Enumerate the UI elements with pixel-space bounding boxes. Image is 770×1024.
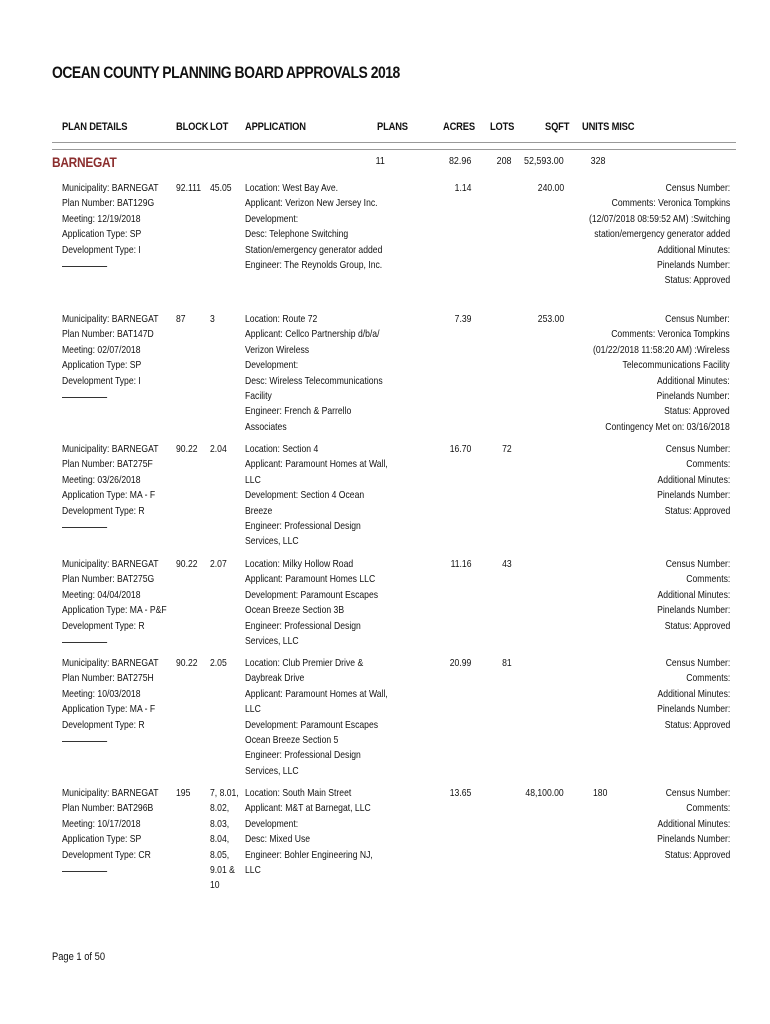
- plan-details-line: Municipality: BARNEGAT: [62, 558, 159, 570]
- block-value-line: 195: [176, 787, 191, 799]
- municipality-sqft-total: 52,593.00: [524, 155, 564, 167]
- misc-details-line: Comments:: [685, 458, 730, 471]
- lot-value-line: 3: [210, 313, 215, 325]
- application-details-line: Applicant: Paramount Homes at Wall,: [245, 687, 388, 700]
- application-details: [245, 181, 382, 273]
- misc-details-line: Telecommunications Facility: [622, 359, 730, 372]
- misc-details-line: Census Number:: [665, 558, 730, 570]
- plan-details-line: Plan Number: BAT275F: [62, 458, 153, 471]
- misc-details: [657, 557, 730, 634]
- lot-value-line: 2.07: [210, 558, 227, 570]
- plan-details: [62, 786, 158, 872]
- plan-details-line: Application Type: SP: [62, 833, 142, 846]
- misc-details-line: Census Number:: [665, 787, 730, 799]
- municipality-acres-total: 82.96: [448, 155, 471, 167]
- misc-details-line: Pinelands Number:: [656, 390, 730, 403]
- misc-details-line: Additional Minutes:: [657, 687, 730, 700]
- plan-details-line: Application Type: SP: [62, 228, 142, 241]
- misc-details-line: Pinelands Number:: [656, 259, 730, 272]
- lot-value-line: 10: [210, 879, 220, 892]
- municipality-name: BARNEGAT: [52, 154, 117, 170]
- misc-details-line: Status: Approved: [664, 848, 730, 861]
- application-details-line: Engineer: The Reynolds Group, Inc.: [245, 259, 383, 272]
- header-block: BLOCK: [176, 121, 209, 133]
- lots-value: 81: [502, 657, 512, 669]
- lot-value-line: 2.04: [210, 443, 227, 455]
- lot-value-line: 7, 8.01,: [210, 787, 239, 799]
- application-details-line: Applicant: Paramount Homes at Wall,: [245, 458, 388, 471]
- sqft-value: 240.00: [537, 182, 564, 194]
- misc-details-line: station/emergency generator added: [594, 228, 730, 241]
- misc-details-line: Census Number:: [665, 443, 730, 455]
- application-details-line: Applicant: Paramount Homes LLC: [245, 573, 376, 586]
- misc-details-line: Pinelands Number:: [656, 489, 730, 502]
- misc-details-line: Pinelands Number:: [656, 703, 730, 716]
- block-value-line: 90.22: [176, 558, 198, 570]
- misc-details-line: Census Number:: [665, 313, 730, 325]
- application-details-line: Engineer: Bohler Engineering NJ,: [245, 848, 373, 861]
- header-rule-top: [52, 142, 736, 143]
- lot-value-line: 2.05: [210, 657, 227, 669]
- lot-value: [210, 557, 227, 572]
- application-details-line: Desc: Wireless Telecommunications: [245, 374, 383, 387]
- acres-value: 20.99: [449, 657, 471, 669]
- misc-details-line: Additional Minutes:: [657, 374, 730, 387]
- plan-details-line: Application Type: MA - P&F: [62, 604, 167, 617]
- record-separator-line: [62, 389, 107, 398]
- header-plans: PLANS: [377, 121, 408, 133]
- application-details-line: Development: Paramount Escapes: [245, 588, 379, 601]
- application-details-line: Development:: [245, 212, 299, 225]
- misc-details-line: Comments: Veronica Tompkins: [611, 328, 730, 341]
- misc-details-line: Additional Minutes:: [657, 588, 730, 601]
- record-separator-line: [62, 258, 107, 267]
- report-title: OCEAN COUNTY PLANNING BOARD APPROVALS 2018: [52, 63, 400, 82]
- plan-details-line: Development Type: R: [62, 619, 145, 632]
- acres-value: 7.39: [454, 313, 471, 325]
- lots-value: 43: [502, 558, 512, 570]
- misc-details-line: Comments:: [685, 802, 730, 815]
- lot-value-line: 45.05: [210, 182, 232, 194]
- application-details-line: LLC: [245, 864, 261, 877]
- misc-details-line: (12/07/2018 08:59:52 AM) :Switching: [588, 212, 730, 225]
- acres-value: 1.14: [454, 182, 471, 194]
- misc-details-line: (01/22/2018 11:58:20 AM) :Wireless: [593, 343, 730, 356]
- plan-details-line: Meeting: 10/03/2018: [62, 687, 141, 700]
- application-details-line: Desc: Telephone Switching: [245, 228, 349, 241]
- block-value: [176, 312, 186, 327]
- lot-value-line: 8.03,: [210, 817, 230, 830]
- plan-details-line: Development Type: I: [62, 243, 141, 256]
- misc-details-line: Status: Approved: [664, 718, 730, 731]
- plan-details-line: Municipality: BARNEGAT: [62, 313, 159, 325]
- application-details-line: Ocean Breeze Section 5: [245, 734, 339, 747]
- acres-value: 11.16: [450, 558, 471, 570]
- misc-details-line: Pinelands Number:: [656, 604, 730, 617]
- plan-details-line: Application Type: MA - F: [62, 489, 156, 502]
- block-value-line: 92.111: [176, 182, 202, 194]
- application-details-line: LLC: [245, 703, 261, 716]
- units-value: 180: [593, 787, 608, 799]
- misc-details-line: Census Number:: [665, 657, 730, 669]
- misc-details: [657, 786, 730, 863]
- application-details-line: Development: Paramount Escapes: [245, 718, 379, 731]
- application-details-line: Engineer: Professional Design: [245, 619, 361, 632]
- plan-details-line: Development Type: R: [62, 718, 145, 731]
- misc-details-line: Comments:: [685, 672, 730, 685]
- plan-details-line: Plan Number: BAT147D: [62, 328, 154, 341]
- application-details-line: Location: Milky Hollow Road: [245, 558, 354, 570]
- plan-details-line: Municipality: BARNEGAT: [62, 443, 159, 455]
- acres-value: 16.70: [449, 443, 471, 455]
- record-separator-line: [62, 519, 107, 528]
- lot-value-line: 8.05,: [210, 848, 230, 861]
- application-details-line: Location: Club Premier Drive &: [245, 657, 364, 669]
- block-value-line: 87: [176, 313, 186, 325]
- lot-value: [210, 181, 232, 196]
- plan-details: [62, 442, 158, 528]
- plan-details-line: Development Type: CR: [62, 848, 151, 861]
- page-number: Page 1 of 50: [52, 951, 106, 963]
- application-details-line: Applicant: Cellco Partnership d/b/a/: [245, 328, 380, 341]
- plan-details: [62, 312, 158, 398]
- lot-value: [210, 656, 227, 671]
- header-plan-details: PLAN DETAILS: [62, 121, 128, 133]
- application-details-line: Location: South Main Street: [245, 787, 352, 799]
- misc-details: [593, 312, 730, 435]
- misc-details-line: Status: Approved: [664, 405, 730, 418]
- application-details: [245, 557, 378, 649]
- plan-details-line: Meeting: 04/04/2018: [62, 588, 141, 601]
- misc-details-line: Additional Minutes:: [657, 817, 730, 830]
- application-details-line: Facility: [245, 390, 272, 403]
- block-value: [176, 557, 198, 572]
- application-details: [245, 656, 388, 779]
- application-details-line: Associates: [245, 420, 287, 433]
- plan-details: [62, 656, 158, 742]
- plan-details-line: Meeting: 03/26/2018: [62, 473, 141, 486]
- record-separator-line: [62, 733, 107, 742]
- application-details-line: Location: West Bay Ave.: [245, 182, 339, 194]
- misc-details-line: Contingency Met on: 03/16/2018: [605, 420, 730, 433]
- application-details-line: Engineer: French & Parrello: [245, 405, 352, 418]
- header-lot: LOT: [210, 121, 229, 133]
- application-details-line: Engineer: Professional Design: [245, 520, 361, 533]
- misc-details-line: Additional Minutes:: [657, 473, 730, 486]
- application-details-line: Applicant: M&T at Barnegat, LLC: [245, 802, 371, 815]
- plan-details-line: Meeting: 12/19/2018: [62, 212, 141, 225]
- block-value: [176, 786, 190, 801]
- misc-details: [589, 181, 730, 289]
- municipality-units-total: 328: [591, 155, 606, 167]
- plan-details-line: Meeting: 02/07/2018: [62, 343, 141, 356]
- application-details-line: Development: Section 4 Ocean: [245, 489, 365, 502]
- misc-details: [657, 442, 730, 519]
- misc-details-line: Pinelands Number:: [656, 833, 730, 846]
- application-details-line: Services, LLC: [245, 635, 299, 648]
- block-value: [176, 656, 198, 671]
- misc-details-line: Additional Minutes:: [657, 243, 730, 256]
- misc-details-line: Status: Approved: [664, 504, 730, 517]
- application-details-line: Location: Route 72: [245, 313, 318, 325]
- plan-details: [62, 557, 167, 643]
- lot-value: [210, 442, 227, 457]
- plan-details-line: Development Type: R: [62, 504, 145, 517]
- header-rule-bottom: [52, 149, 736, 150]
- sqft-value: 253.00: [537, 313, 564, 325]
- plan-details: [62, 181, 158, 267]
- misc-details-line: Status: Approved: [664, 619, 730, 632]
- lot-value: [210, 786, 239, 894]
- record-separator-line: [62, 863, 107, 872]
- application-details: [245, 442, 388, 550]
- plan-details-line: Municipality: BARNEGAT: [62, 657, 159, 669]
- application-details-line: Desc: Mixed Use: [245, 833, 311, 846]
- application-details-line: Breeze: [245, 504, 273, 517]
- plan-details-line: Plan Number: BAT296B: [62, 802, 154, 815]
- plan-details-line: Municipality: BARNEGAT: [62, 182, 159, 194]
- municipality-lots-total: 208: [497, 155, 512, 167]
- misc-details-line: Comments: Veronica Tompkins: [611, 197, 730, 210]
- municipality-plans-total: 11: [375, 155, 385, 167]
- plan-details-line: Application Type: SP: [62, 359, 142, 372]
- record-separator-line: [62, 634, 107, 643]
- header-acres: ACRES: [443, 121, 475, 133]
- misc-details-line: Census Number:: [665, 182, 730, 194]
- plan-details-line: Plan Number: BAT275H: [62, 672, 154, 685]
- application-details-line: Location: Section 4: [245, 443, 319, 455]
- lots-value: 72: [502, 443, 512, 455]
- application-details-line: Verizon Wireless: [245, 343, 310, 356]
- header-units-misc: UNITS MISC: [582, 121, 635, 133]
- lot-value-line: 8.02,: [210, 802, 230, 815]
- lot-value-line: 8.04,: [210, 833, 230, 846]
- lot-value-line: 9.01 &: [210, 864, 235, 877]
- plan-details-line: Municipality: BARNEGAT: [62, 787, 159, 799]
- misc-details-line: Comments:: [685, 573, 730, 586]
- block-value: [176, 442, 198, 457]
- plan-details-line: Application Type: MA - F: [62, 703, 156, 716]
- application-details-line: Development:: [245, 817, 299, 830]
- application-details-line: Ocean Breeze Section 3B: [245, 604, 345, 617]
- plan-details-line: Meeting: 10/17/2018: [62, 817, 141, 830]
- header-application: APPLICATION: [245, 121, 306, 133]
- application-details: [245, 786, 373, 878]
- lot-value: [210, 312, 215, 327]
- application-details: [245, 312, 383, 435]
- application-details-line: LLC: [245, 473, 261, 486]
- header-sqft: SQFT: [545, 121, 570, 133]
- application-details-line: Services, LLC: [245, 535, 299, 548]
- application-details-line: Services, LLC: [245, 764, 299, 777]
- application-details-line: Daybreak Drive: [245, 672, 305, 685]
- sqft-value: 48,100.00: [525, 787, 564, 799]
- misc-details-line: Status: Approved: [664, 274, 730, 287]
- acres-value: 13.65: [449, 787, 471, 799]
- block-value-line: 90.22: [176, 443, 198, 455]
- block-value: [176, 181, 201, 196]
- plan-details-line: Plan Number: BAT129G: [62, 197, 155, 210]
- application-details-line: Engineer: Professional Design: [245, 749, 361, 762]
- application-details-line: Development:: [245, 359, 299, 372]
- block-value-line: 90.22: [176, 657, 198, 669]
- plan-details-line: Development Type: I: [62, 374, 141, 387]
- misc-details: [657, 656, 730, 733]
- application-details-line: Applicant: Verizon New Jersey Inc.: [245, 197, 378, 210]
- header-lots: LOTS: [490, 121, 515, 133]
- application-details-line: Station/emergency generator added: [245, 243, 383, 256]
- plan-details-line: Plan Number: BAT275G: [62, 573, 155, 586]
